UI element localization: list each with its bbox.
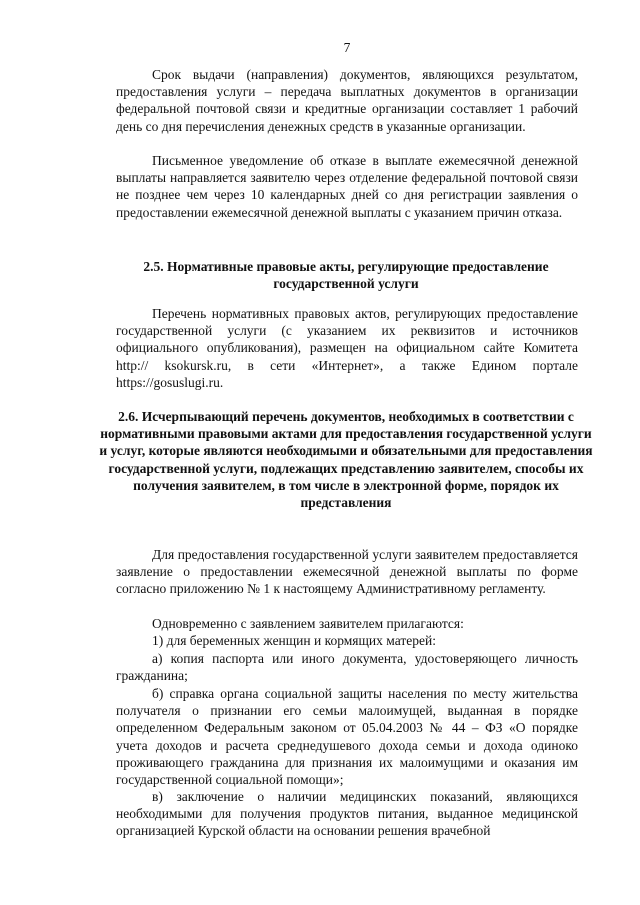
paragraph-normative-acts: Перечень нормативных правовых актов, регулирующих предоставление государственной услуги (с указанием их реквизитов и источников официального опубликования), размещен на официальном сайте Комитета http:// ksokursk.ru, в сети «Интернет», а также Едином портале https://gosuslugi.ru. bbox=[116, 306, 578, 390]
section-heading-2-5: 2.5. Нормативные правовые акты, регулирующие предоставление государственной услуги bbox=[143, 259, 549, 292]
page-number: 7 bbox=[343, 40, 351, 55]
section-heading-2-6: 2.6. Исчерпывающий перечень документов, необходимых в соответствии с нормативными правовыми актами для предоставления государственной услуги и услуг, которые являются необходимыми и обязательными для предоставления государственной услуги, подлежащих представлению заявителем, способы их получения заявителем, в том числе в электронной форме, порядок их представления bbox=[99, 409, 593, 511]
paragraph-application: Для предоставления государственной услуги заявителем предоставляется заявление о предоставлении ежемесячной денежной выплаты по форме согласно приложению № 1 к настоящему Административному регламенту. bbox=[116, 547, 578, 597]
list-item-pregnant: 1) для беременных женщин и кормящих матерей: bbox=[152, 633, 436, 648]
paragraph-attached: Одновременно с заявлением заявителем прилагаются: bbox=[152, 616, 464, 631]
paragraph-refusal-notice: Письменное уведомление об отказе в выплате ежемесячной денежной выплаты направляется заявителю через отделение федеральной почтовой связи не позднее чем через 10 календарных дней со дня регистрации заявления о предоставлении ежемесячной денежной выплаты с указанием причин отказа. bbox=[116, 153, 578, 220]
list-item-passport: а) копия паспорта или иного документа, удостоверяющего личность гражданина; bbox=[116, 651, 578, 684]
list-item-medical-conclusion: в) заключение о наличии медицинских показаний, являющихся необходимыми для получения продуктов питания, выданное медицинской организацией Курской области на основании решения врачебной bbox=[116, 789, 578, 839]
paragraph-issue-term: Срок выдачи (направления) документов, являющихся результатом, предоставления услуги – передача выплатных документов в организации федеральной почтовой связи и кредитные организации составляет 1 рабочий день со дня перечисления денежных средств в указанные организации. bbox=[116, 67, 578, 134]
list-item-certificate: б) справка органа социальной защиты населения по месту жительства получателя о признании его семьи малоимущей, выданная в порядке определенном Федеральным законом от 05.04.2003 № 44 – ФЗ «О порядке учета доходов и расчета среднедушевого дохода семьи и дохода одиноко проживающего гражданина для признания их малоимущими и оказания им государственной социальной помощи»; bbox=[116, 686, 578, 788]
